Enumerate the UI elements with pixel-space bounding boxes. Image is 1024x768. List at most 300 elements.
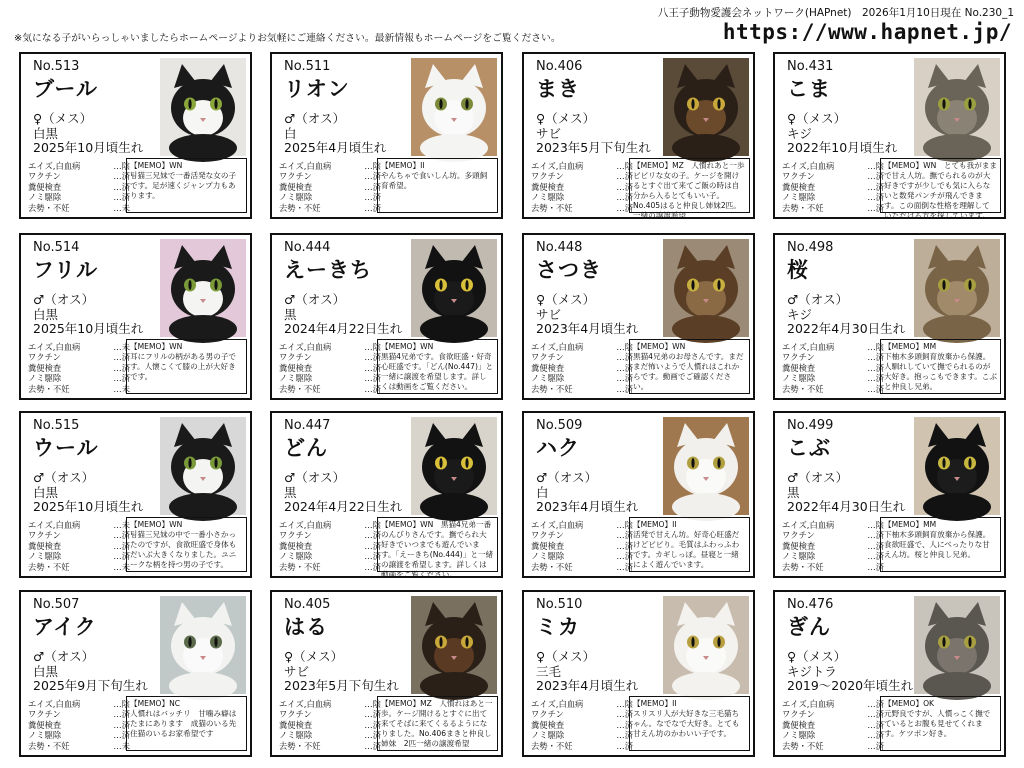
cat-name: ぎん <box>787 615 831 639</box>
cat-name: はる <box>284 615 328 639</box>
cat-sex: ♂（オス） <box>33 292 95 307</box>
cat-card[interactable] <box>19 233 252 400</box>
medical-checklist <box>28 520 130 572</box>
checklist-label: ノミ駆除 <box>782 730 816 741</box>
cat-number: No.510 <box>536 597 583 612</box>
memo-box: 【MEMO】II やんちゃで食いしん坊。多頭飼育希望。 <box>377 158 498 213</box>
cat-color: 黒 <box>284 485 297 500</box>
checklist-result: …陰 <box>616 520 633 530</box>
checklist-result: …済 <box>616 362 633 373</box>
memo-box: 【MEMO】WN 팀猫三兄妹で一番活発な女の子です。足が速くジャンプ力もあります。 <box>126 158 247 213</box>
checklist-result: …済 <box>867 699 884 709</box>
memo-box: 【MEMO】WN 黒猫4兄弟一番のんびりさんです。撫でられ大好きでいつまでも遊んでいます。「えーきち(No.444)」と一緒の譲渡を希望します。詳しくは動画をご覧ください。 <box>377 517 498 572</box>
checklist-result: …未 <box>113 520 130 530</box>
cat-color: サビ <box>536 307 562 322</box>
cat-color: キジトラ <box>787 664 837 679</box>
checklist-row <box>531 171 633 181</box>
cat-photo <box>411 239 497 337</box>
cat-number: No.405 <box>284 597 331 612</box>
checklist-label: エイズ,白血病 <box>279 520 332 530</box>
cat-name: こぶ <box>787 436 831 460</box>
medical-checklist <box>782 161 884 213</box>
medical-checklist <box>782 342 884 394</box>
cat-card[interactable] <box>773 590 1006 757</box>
checklist-result: …済 <box>867 181 884 192</box>
memo-box: 【MEMO】NC 人慣れはバッチリ 甘噛み癖はたまにあります 成猫のいる先住猫のいるお家希望です <box>126 696 247 751</box>
checklist-label: エイズ,白血病 <box>279 161 332 171</box>
checklist-label: ノミ駆除 <box>531 373 565 384</box>
cat-number: No.448 <box>536 240 583 255</box>
checklist-result: …済 <box>616 171 633 182</box>
cat-sex: ♀（メス） <box>536 111 596 126</box>
cat-birthdate: 2023年5月下旬生れ <box>536 140 651 155</box>
memo-box: 【MEMO】II 活発で甘えん坊。好奇心旺盛だけどビビり。毛質はふわっふわです。カギしっぽ。昼寝と一緒によく遊んでいます。 <box>629 517 750 572</box>
checklist-row <box>279 171 381 181</box>
cat-card[interactable] <box>270 233 503 400</box>
checklist-label: 糞便検査 <box>782 181 816 192</box>
cat-sex: ♂（オス） <box>33 470 95 485</box>
checklist-result: …済 <box>364 362 381 373</box>
cat-face-icon <box>663 58 749 156</box>
checklist-label: 去勢・不妊 <box>279 202 321 213</box>
checklist-row <box>531 709 633 719</box>
checklist-label: 去勢・不妊 <box>531 740 573 751</box>
cat-photo <box>160 239 246 337</box>
checklist-result: …済 <box>616 202 633 213</box>
checklist-result: …陰 <box>616 161 633 171</box>
checklist-label: ワクチン <box>28 171 61 182</box>
checklist-result: …済 <box>364 383 381 394</box>
checklist-row <box>531 363 633 373</box>
cat-sex: ♀（メス） <box>787 649 847 664</box>
checklist-label: 去勢・不妊 <box>531 383 573 394</box>
checklist-row <box>782 530 884 540</box>
checklist-result: …済 <box>364 719 381 730</box>
checklist-row <box>531 203 633 213</box>
checklist-label: 去勢・不妊 <box>28 561 70 572</box>
checklist-row <box>782 182 884 192</box>
header-org-line: 八王子動物愛護会ネットワーク(HAPnet) 2026年1月10日現在 No.230_1 <box>657 7 1014 19</box>
checklist-label: エイズ,白血病 <box>531 699 584 709</box>
checklist-row <box>782 342 884 352</box>
cat-face-icon <box>914 239 1000 337</box>
checklist-result: …済 <box>867 540 884 551</box>
checklist-label: ノミ駆除 <box>531 730 565 741</box>
checklist-label: エイズ,白血病 <box>279 699 332 709</box>
checklist-row <box>279 384 381 394</box>
checklist-result: …未 <box>113 740 130 751</box>
cat-name: ブール <box>33 77 98 101</box>
checklist-label: ノミ駆除 <box>28 730 62 741</box>
cat-face-icon <box>411 58 497 156</box>
cat-card[interactable] <box>522 590 755 757</box>
cat-face-icon <box>411 596 497 694</box>
cat-card[interactable] <box>270 52 503 219</box>
checklist-label: ノミ駆除 <box>279 730 313 741</box>
checklist-result: …済 <box>364 352 381 363</box>
checklist-row <box>279 530 381 540</box>
cat-number: No.507 <box>33 597 80 612</box>
checklist-label: 去勢・不妊 <box>782 383 824 394</box>
checklist-result: …済 <box>616 719 633 730</box>
cat-name: フリル <box>33 258 99 282</box>
checklist-row <box>531 373 633 383</box>
checklist-label: 糞便検査 <box>28 181 62 192</box>
checklist-label: エイズ,白血病 <box>782 699 835 709</box>
cat-photo <box>663 596 749 694</box>
cat-birthdate: 2023年4月頃生れ <box>536 499 639 514</box>
checklist-result: …済 <box>364 171 381 182</box>
checklist-result: …済 <box>867 192 884 203</box>
cat-card[interactable] <box>19 52 252 219</box>
checklist-label: ワクチン <box>782 171 815 182</box>
checklist-row <box>279 699 381 709</box>
cat-birthdate: 2025年10月頃生れ <box>33 499 144 514</box>
checklist-row <box>782 541 884 551</box>
checklist-result: …済 <box>364 181 381 192</box>
checklist-result: …陰 <box>867 161 884 171</box>
checklist-result: …陰 <box>113 699 130 709</box>
checklist-result: …済 <box>364 561 381 572</box>
medical-checklist <box>28 699 130 751</box>
checklist-label: エイズ,白血病 <box>279 342 332 352</box>
checklist-result: …済 <box>867 551 884 562</box>
checklist-row <box>28 562 130 572</box>
memo-box: 【MEMO】MM 下柚木多頭飼育放棄から保護。食欲旺盛で、人にべったりな甘えん坊。桜と仲良し兄弟。 <box>880 517 1001 572</box>
cat-birthdate: 2022年4月30日生れ <box>787 321 906 336</box>
checklist-result: …済 <box>616 352 633 363</box>
cat-card[interactable] <box>270 411 503 578</box>
checklist-row <box>782 741 884 751</box>
checklist-label: 去勢・不妊 <box>28 383 70 394</box>
cat-card[interactable] <box>522 52 755 219</box>
medical-checklist <box>531 520 633 572</box>
checklist-result: …済 <box>113 551 130 562</box>
checklist-row <box>531 730 633 740</box>
checklist-result: …陰 <box>364 161 381 171</box>
checklist-label: ノミ駆除 <box>782 192 816 203</box>
checklist-result: …済 <box>113 362 130 373</box>
checklist-row <box>28 709 130 719</box>
checklist-result: …済 <box>867 561 884 572</box>
checklist-label: ワクチン <box>28 352 61 363</box>
cat-name: まき <box>536 77 580 101</box>
checklist-label: ワクチン <box>531 709 564 720</box>
checklist-result: …済 <box>616 730 633 741</box>
checklist-label: ノミ駆除 <box>279 192 313 203</box>
memo-box: 【MEMO】WN とても我がままで甘え人坊。撫でられるのが大好きですが少しでも気に入らないと数発パンチが飛んできます。この面倒な性格を理解していただける方を探しています。 <box>880 158 1001 213</box>
cat-number: No.447 <box>284 418 331 433</box>
memo-box: 【MEMO】MZ 人慣れはあと一歩。ケージ開けるとすぐに出て来てそばに来てくるるようになりました。No.406まきと仲良し姉妹 2匹一緒の譲渡希望 <box>377 696 498 751</box>
checklist-label: ワクチン <box>782 530 815 541</box>
checklist-row <box>782 551 884 561</box>
cat-birthdate: 2024年4月22日生れ <box>284 499 403 514</box>
cat-photo <box>663 239 749 337</box>
checklist-row <box>782 720 884 730</box>
checklist-row <box>782 363 884 373</box>
medical-checklist <box>279 699 381 751</box>
cat-name: ミカ <box>536 615 580 639</box>
cat-photo <box>411 58 497 156</box>
cat-color: キジ <box>787 307 812 322</box>
checklist-result: …済 <box>364 373 381 384</box>
checklist-row <box>531 520 633 530</box>
cat-number: No.498 <box>787 240 834 255</box>
cat-color: 三毛 <box>536 664 562 679</box>
checklist-row <box>531 352 633 362</box>
checklist-row <box>531 192 633 202</box>
checklist-label: ノミ駆除 <box>782 551 816 562</box>
checklist-result: …済 <box>113 540 130 551</box>
cat-birthdate: 2023年4月頃生れ <box>536 678 639 693</box>
checklist-label: 糞便検査 <box>531 540 565 551</box>
checklist-row <box>782 562 884 572</box>
checklist-row <box>531 182 633 192</box>
cat-birthdate: 2024年4月22日生れ <box>284 321 403 336</box>
checklist-row <box>531 720 633 730</box>
cat-number: No.513 <box>33 59 80 74</box>
medical-checklist <box>531 161 633 213</box>
cat-name: こま <box>787 77 831 101</box>
memo-box: 【MEMO】WN 黒猫4兄弟です。食欲旺盛・好奇心旺盛です。「どん(No.447)」と一緒に譲渡を希望します。詳しくは動画をご覧ください。 <box>377 339 498 394</box>
cat-color: 白黒 <box>33 307 59 322</box>
checklist-result: …未 <box>113 342 130 352</box>
cat-card[interactable] <box>19 590 252 757</box>
checklist-result: …済 <box>113 530 130 541</box>
cat-number: No.515 <box>33 418 80 433</box>
checklist-label: ワクチン <box>531 352 564 363</box>
checklist-row <box>28 373 130 383</box>
checklist-result: …陰 <box>364 342 381 352</box>
checklist-result: …陰 <box>616 699 633 709</box>
cat-number: No.431 <box>787 59 834 74</box>
cat-name: さつき <box>536 258 602 282</box>
checklist-label: エイズ,白血病 <box>782 161 835 171</box>
checklist-result: …済 <box>616 740 633 751</box>
cat-face-icon <box>914 58 1000 156</box>
checklist-row <box>279 161 381 171</box>
checklist-label: ワクチン <box>531 171 564 182</box>
checklist-label: ワクチン <box>531 530 564 541</box>
checklist-label: ワクチン <box>279 709 312 720</box>
checklist-row <box>531 551 633 561</box>
checklist-row <box>279 192 381 202</box>
medical-checklist <box>28 342 130 394</box>
cat-face-icon <box>914 596 1000 694</box>
memo-box: 【MEMO】OK 元野良ですが、人慣っこく撫でているとお腹も見せてくれます。ケツポン好き。 <box>880 696 1001 751</box>
checklist-row <box>782 171 884 181</box>
checklist-result: …陰 <box>867 520 884 530</box>
cat-color: 白黒 <box>33 485 59 500</box>
memo-box: 【MEMO】MZ 人慣れあと一歩ビビリな女の子。ケージを開けるとすぐ出て来てご飯の時は自分から入るとてもいい子。No.405はると仲良し姉妹2匹。一緒の譲渡希望 <box>629 158 750 213</box>
checklist-label: 去勢・不妊 <box>28 202 70 213</box>
cat-sex: ♂（オス） <box>284 292 346 307</box>
checklist-row <box>782 192 884 202</box>
checklist-result: …済 <box>113 719 130 730</box>
cat-sex: ♂（オス） <box>284 111 346 126</box>
cat-photo <box>160 596 246 694</box>
cat-name: 桜 <box>787 258 809 282</box>
cat-card[interactable] <box>522 233 755 400</box>
checklist-label: ワクチン <box>782 709 815 720</box>
cat-card[interactable] <box>19 411 252 578</box>
checklist-label: ノミ駆除 <box>279 373 313 384</box>
cat-name: ウール <box>33 436 99 460</box>
cat-photo <box>914 417 1000 515</box>
checklist-row <box>28 161 130 171</box>
checklist-result: …済 <box>364 202 381 213</box>
checklist-label: エイズ,白血病 <box>28 520 81 530</box>
medical-checklist <box>782 699 884 751</box>
checklist-row <box>28 203 130 213</box>
cat-color: 黒 <box>787 485 800 500</box>
cat-card[interactable] <box>773 52 1006 219</box>
cat-card[interactable] <box>773 233 1006 400</box>
cat-number: No.499 <box>787 418 834 433</box>
cat-color: キジ <box>787 126 812 141</box>
cat-face-icon <box>663 417 749 515</box>
cat-face-icon <box>411 417 497 515</box>
cat-face-icon <box>914 417 1000 515</box>
checklist-result: …済 <box>364 730 381 741</box>
checklist-result: …未 <box>113 561 130 572</box>
checklist-label: ワクチン <box>279 352 312 363</box>
checklist-row <box>279 562 381 572</box>
cat-color: サビ <box>284 664 310 679</box>
checklist-label: 糞便検査 <box>531 181 565 192</box>
checklist-row <box>279 709 381 719</box>
checklist-result: …済 <box>867 383 884 394</box>
checklist-row <box>782 352 884 362</box>
medical-checklist <box>28 161 130 213</box>
cat-face-icon <box>663 239 749 337</box>
cat-photo <box>914 596 1000 694</box>
cat-face-icon <box>160 596 246 694</box>
checklist-label: エイズ,白血病 <box>28 342 81 352</box>
cat-name: アイク <box>33 615 97 639</box>
checklist-label: 糞便検査 <box>782 540 816 551</box>
checklist-label: 糞便検査 <box>279 362 313 373</box>
checklist-label: ノミ駆除 <box>782 373 816 384</box>
checklist-label: ワクチン <box>28 709 61 720</box>
checklist-row <box>28 171 130 181</box>
checklist-label: 去勢・不妊 <box>531 202 573 213</box>
cat-number: No.509 <box>536 418 583 433</box>
cat-name: えーきち <box>284 258 372 282</box>
checklist-result: …済 <box>364 740 381 751</box>
checklist-label: 糞便検査 <box>279 540 313 551</box>
cat-face-icon <box>160 239 246 337</box>
checklist-row <box>28 741 130 751</box>
checklist-label: 去勢・不妊 <box>782 740 824 751</box>
checklist-result: …済 <box>113 373 130 384</box>
checklist-row <box>28 182 130 192</box>
checklist-row <box>28 352 130 362</box>
cat-sex: ♂（オス） <box>787 292 849 307</box>
checklist-row <box>28 530 130 540</box>
checklist-result: …済 <box>616 709 633 720</box>
checklist-row <box>28 384 130 394</box>
checklist-row <box>279 730 381 740</box>
checklist-row <box>28 363 130 373</box>
checklist-result: …未 <box>113 202 130 213</box>
checklist-result: …済 <box>364 540 381 551</box>
checklist-result: …済 <box>867 530 884 541</box>
checklist-row <box>531 161 633 171</box>
checklist-row <box>279 520 381 530</box>
header-note: ※気になる子がいらっしゃいましたらホームページよりお気軽にご連絡ください。最新情報もホームページをご覧ください。 <box>14 33 561 44</box>
checklist-row <box>531 741 633 751</box>
cat-card[interactable] <box>522 411 755 578</box>
checklist-row <box>531 562 633 572</box>
medical-checklist <box>531 699 633 751</box>
checklist-result: …済 <box>113 171 130 182</box>
cat-sex: ♀（メス） <box>33 111 93 126</box>
checklist-result: …済 <box>364 192 381 203</box>
checklist-result: …済 <box>113 181 130 192</box>
checklist-result: …陰 <box>867 342 884 352</box>
checklist-row <box>279 363 381 373</box>
medical-checklist <box>279 342 381 394</box>
checklist-label: ワクチン <box>782 352 815 363</box>
memo-box: 【MEMO】WN 黒猫4兄弟のお母さんです。まだまだ怖いようで人慣れはこれからです。動画でご確認ください。 <box>629 339 750 394</box>
cat-birthdate: 2025年10月頃生れ <box>33 140 144 155</box>
cat-face-icon <box>160 58 246 156</box>
medical-checklist <box>531 342 633 394</box>
checklist-result: …済 <box>867 362 884 373</box>
cat-sex: ♀（メス） <box>536 292 596 307</box>
cat-color: 白黒 <box>33 126 59 141</box>
checklist-row <box>28 551 130 561</box>
cat-face-icon <box>663 596 749 694</box>
cat-sex: ♂（オス） <box>33 649 95 664</box>
checklist-row <box>28 520 130 530</box>
cat-sex: ♂（オス） <box>284 470 346 485</box>
checklist-row <box>28 192 130 202</box>
cat-number: No.444 <box>284 240 331 255</box>
cat-card[interactable] <box>773 411 1006 578</box>
checklist-label: 糞便検査 <box>279 719 313 730</box>
checklist-result: …済 <box>867 171 884 182</box>
checklist-label: 去勢・不妊 <box>531 561 573 572</box>
header-url[interactable]: https://www.hapnet.jp/ <box>722 20 1012 44</box>
checklist-row <box>28 342 130 352</box>
cat-birthdate: 2022年10月頃生れ <box>787 140 898 155</box>
checklist-label: 糞便検査 <box>28 540 62 551</box>
checklist-result: …済 <box>867 373 884 384</box>
cat-color: サビ <box>536 126 562 141</box>
cat-card[interactable] <box>270 590 503 757</box>
cat-number: No.476 <box>787 597 834 612</box>
checklist-row <box>531 342 633 352</box>
checklist-label: 糞便検査 <box>531 362 565 373</box>
checklist-label: 糞便検査 <box>28 719 62 730</box>
checklist-row <box>28 720 130 730</box>
cat-name: どん <box>284 436 328 460</box>
checklist-row <box>782 520 884 530</box>
checklist-result: …陰 <box>113 161 130 171</box>
checklist-row <box>782 373 884 383</box>
checklist-label: 糞便検査 <box>782 719 816 730</box>
checklist-result: …済 <box>364 551 381 562</box>
checklist-result: …未 <box>113 383 130 394</box>
checklist-row <box>28 699 130 709</box>
cat-face-icon <box>411 239 497 337</box>
cat-birthdate: 2023年4月頃生れ <box>536 321 639 336</box>
checklist-row <box>28 541 130 551</box>
cat-birthdate: 2022年4月30日生れ <box>787 499 906 514</box>
memo-box: 【MEMO】WN 耳にフリルの柄がある男の子です。人懐こくて膝の上が大好きです。 <box>126 339 247 394</box>
